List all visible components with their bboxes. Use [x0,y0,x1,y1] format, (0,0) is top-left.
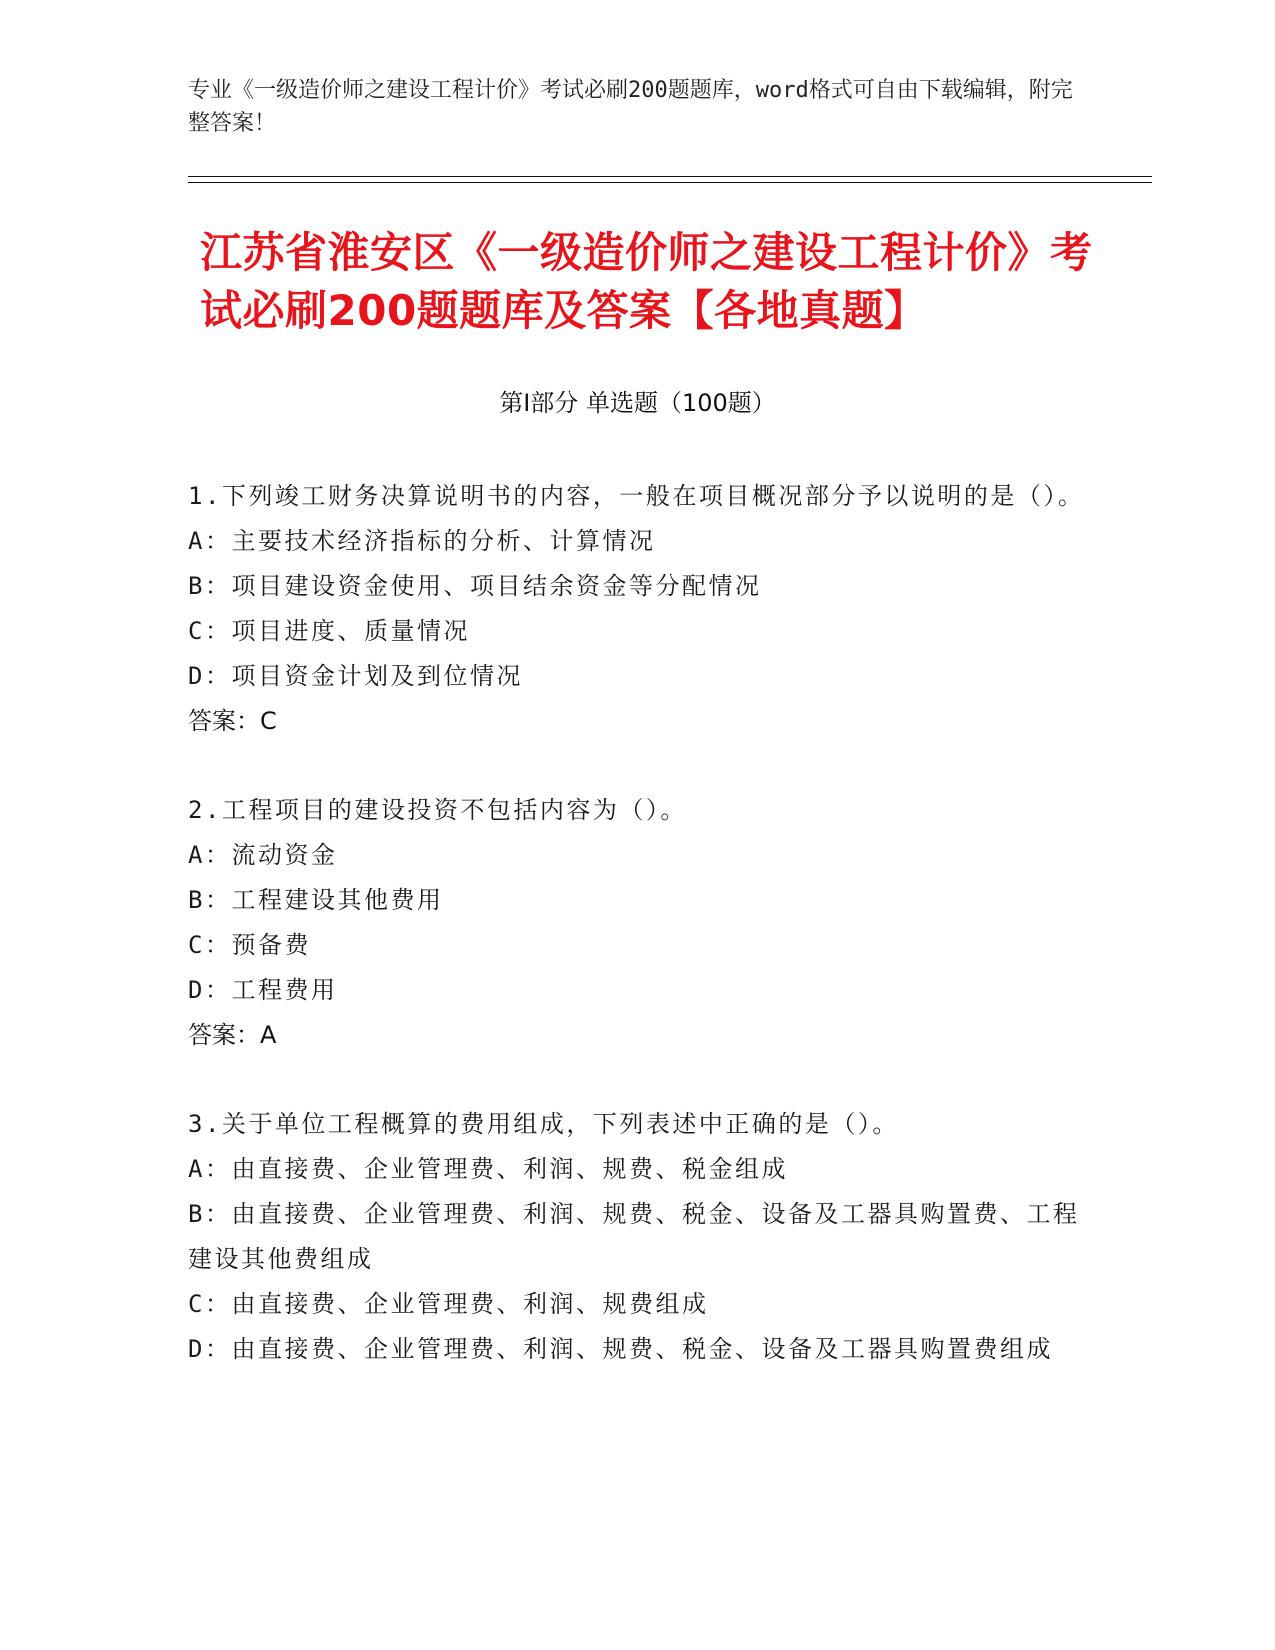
question-item [188,788,1088,1058]
header-divider-top [188,176,1152,177]
section-title: 第Ⅰ部分 单选题（100题） [499,389,776,417]
option-b: B：由直接费、企业管理费、利润、规费、税金、设备及工器具购置费、工程建设其他费组成 [188,1200,1080,1273]
option-d: D：工程费用 [188,976,338,1004]
question-item [188,1102,1088,1372]
answer: 答案：A [188,1021,277,1049]
document-title: 江苏省淮安区《一级造价师之建设工程计价》考试必刷200题题库及答案【各地真题】 [200,228,1093,335]
option-c: C：由直接费、企业管理费、利润、规费组成 [188,1290,709,1318]
option-a: A：主要技术经济指标的分析、计算情况 [188,527,656,555]
option-a: A：由直接费、企业管理费、利润、规费、税金组成 [188,1155,788,1183]
question-list [188,474,1088,1416]
question-text: 3.关于单位工程概算的费用组成，下列表述中正确的是（）。 [188,1110,899,1138]
option-d: D：项目资金计划及到位情况 [188,662,523,690]
answer: 答案：C [188,707,277,735]
option-c: C：项目进度、质量情况 [188,617,470,645]
option-d: D：由直接费、企业管理费、利润、规费、税金、设备及工器具购置费组成 [188,1335,1053,1363]
header-note: 专业《一级造价师之建设工程计价》考试必刷200题题库，word格式可自由下载编辑，附完整答案！ [188,78,1073,136]
option-a: A：流动资金 [188,841,338,869]
question-text: 1.下列竣工财务决算说明书的内容，一般在项目概况部分予以说明的是（）。 [188,482,1085,510]
option-c: C：预备费 [188,931,311,959]
header-divider-bottom [188,182,1152,183]
question-item [188,474,1088,744]
option-b: B：工程建设其他费用 [188,886,444,914]
question-text: 2.工程项目的建设投资不包括内容为（）。 [188,796,687,824]
option-b: B：项目建设资金使用、项目结余资金等分配情况 [188,572,762,600]
